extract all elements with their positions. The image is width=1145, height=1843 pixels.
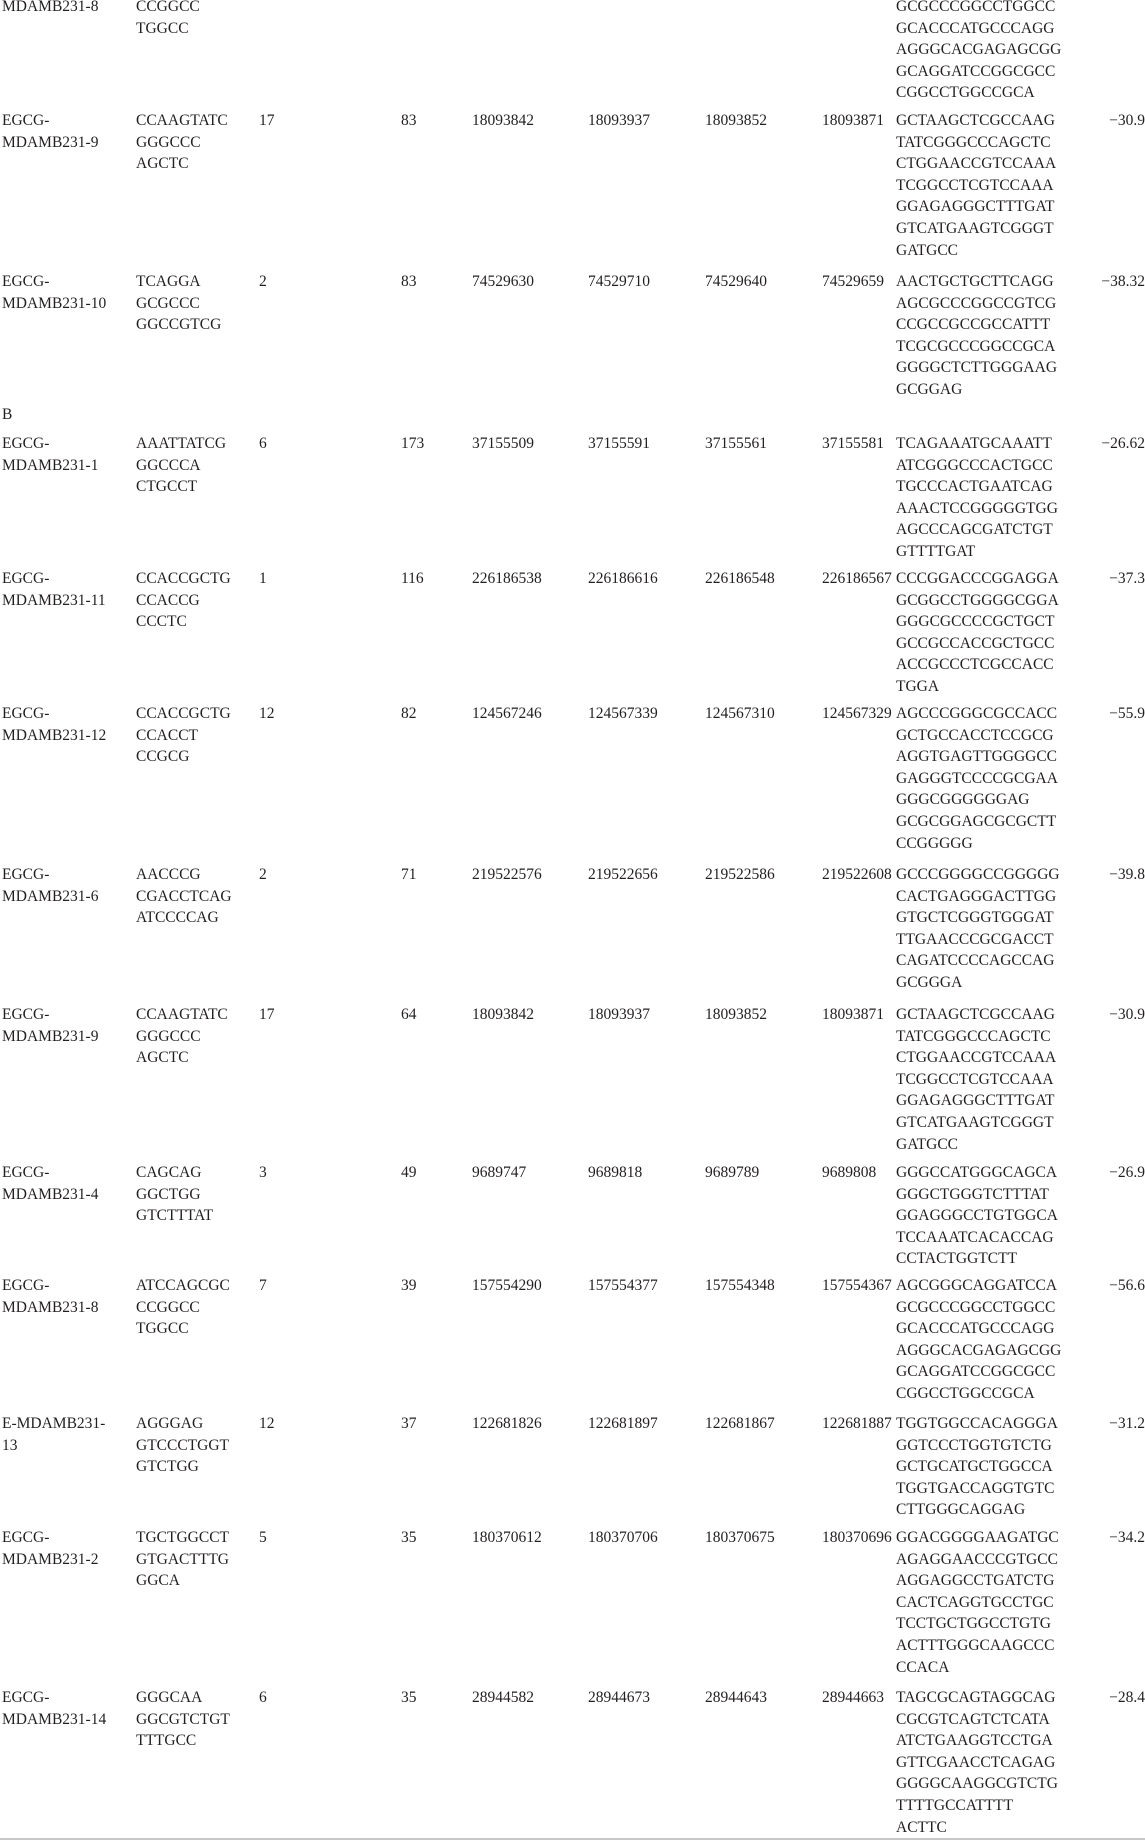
row-start2: 122681867	[705, 1415, 775, 1432]
row-sequence: CCACCGCTG CCACCT CCGCG	[136, 705, 231, 766]
row-length: 82	[401, 705, 417, 722]
row-start2: 18093852	[705, 112, 767, 129]
row-end1: 18093937	[588, 1006, 650, 1023]
row-delta-g: −30.9	[1109, 1006, 1145, 1023]
row-start2: 180370675	[705, 1529, 775, 1546]
row-sequence: AGGGAG GTCCCTGGT GTCTGG	[136, 1415, 229, 1476]
row-end2: 219522608	[822, 866, 892, 883]
row-start1: 18093842	[472, 112, 534, 129]
row-name: EGCG- MDAMB231-4	[2, 1164, 99, 1203]
row-start1: 37155509	[472, 435, 534, 452]
row-length: 83	[401, 273, 417, 290]
row-chromosome: 17	[259, 1006, 275, 1023]
row-length: 39	[401, 1277, 417, 1294]
row-start1: 74529630	[472, 273, 534, 290]
row-dna-sequence: GCTAAGCTCGCCAAG TATCGGGCCCAGCTC CTGGAACCGTCCAAA TCGGCCTCGTCCAAA GGAGAGGGCTTTGAT GTCATGAAGTCGGGT GATGCC	[896, 112, 1057, 259]
row-end1: 37155591	[588, 435, 650, 452]
row-start2: 219522586	[705, 866, 775, 883]
row-sequence: CCACCGCTG CCACCG CCCTC	[136, 570, 231, 631]
subsection-label: B	[2, 406, 13, 423]
row-length: 83	[401, 112, 417, 129]
row-delta-g: −31.2	[1109, 1415, 1145, 1432]
row-sequence: AAATTATCG GGCCCA CTGCCT	[136, 435, 227, 496]
row-dna-sequence: GCGCCCGGCCTGGCC GCACCCATGCCCAGG AGGGCACGAGAGCGG GCAGGATCCGGCGCC CGGCCTGGCCGCA	[896, 0, 1062, 102]
row-start1: 219522576	[472, 866, 542, 883]
row-dna-sequence: TGGTGGCCACAGGGA GGTCCCTGGTGTCTG GCTGCATGCTGGCCA TGGTGACCAGGTGTC CTTGGGCAGGAG	[896, 1415, 1058, 1519]
row-dna-sequence: AGCCCGGGCGCCACC GCTGCCACCTCCGCG AGGTGAGTTGGGGCC GAGGGTCCCCGCGAA GGGCGGGGGGAG GCGCGGAGCGCGCTT CCGGGGG	[896, 705, 1058, 852]
row-start1: 9689747	[472, 1164, 527, 1181]
row-sequence: TCAGGA GCGCCC GGCCGTCG	[136, 273, 222, 334]
row-start1: 124567246	[472, 705, 542, 722]
row-delta-g: −28.4	[1109, 1689, 1145, 1706]
row-length: 64	[401, 1006, 417, 1023]
row-sequence: GGGCAA GGCGTCTGT TTTGCC	[136, 1689, 230, 1750]
row-start1: 180370612	[472, 1529, 542, 1546]
row-length: 173	[401, 435, 425, 452]
row-sequence: CCGGCC TGGCC	[136, 0, 200, 37]
row-name: EGCG- MDAMB231-11	[2, 570, 106, 609]
row-end1: 18093937	[588, 112, 650, 129]
row-name: EGCG- MDAMB231-9	[2, 112, 99, 151]
row-start1: 226186538	[472, 570, 542, 587]
row-chromosome: 1	[259, 570, 267, 587]
row-start1: 18093842	[472, 1006, 534, 1023]
row-end2: 37155581	[822, 435, 884, 452]
row-length: 37	[401, 1415, 417, 1432]
row-dna-sequence: GGACGGGGAAGATGC AGAGGAACCCGTGCC AGGAGGCCTGATCTG CACTCAGGTGCCTGC TCCTGCTGGCCTGTG ACTTTGGGCAAGCCC CCACA	[896, 1529, 1059, 1676]
row-sequence: CAGCAG GGCTGG GTCTTTAT	[136, 1164, 214, 1225]
row-sequence: AACCCG CGACCTCAG ATCCCCAG	[136, 866, 232, 927]
row-end2: 18093871	[822, 112, 884, 129]
row-dna-sequence: GGGCCATGGGCAGCA GGGCTGGGTCTTTAT GGAGGGCCTGTGGCA TCCAAATCACACCAG CCTACTGGTCTT	[896, 1164, 1058, 1268]
row-name: EGCG- MDAMB231-2	[2, 1529, 99, 1568]
row-end2: 124567329	[822, 705, 892, 722]
row-end1: 74529710	[588, 273, 650, 290]
row-chromosome: 6	[259, 435, 267, 452]
row-chromosome: 12	[259, 1415, 275, 1432]
row-start2: 74529640	[705, 273, 767, 290]
row-name: EGCG- MDAMB231-8	[2, 1277, 99, 1316]
row-chromosome: 12	[259, 705, 275, 722]
row-length: 49	[401, 1164, 417, 1181]
row-chromosome: 5	[259, 1529, 267, 1546]
row-length: 116	[401, 570, 424, 587]
row-sequence: TGCTGGCCT GTGACTTTG GGCA	[136, 1529, 229, 1590]
row-end1: 226186616	[588, 570, 658, 587]
row-start2: 37155561	[705, 435, 767, 452]
row-end2: 28944663	[822, 1689, 884, 1706]
row-end1: 28944673	[588, 1689, 650, 1706]
row-end1: 9689818	[588, 1164, 643, 1181]
row-delta-g: −34.2	[1109, 1529, 1145, 1546]
row-name: E-MDAMB231- 13	[2, 1415, 106, 1454]
row-delta-g: −38.32	[1101, 273, 1145, 290]
row-sequence: CCAAGTATC GGGCCC AGCTC	[136, 1006, 228, 1067]
row-name: EGCG- MDAMB231-1	[2, 435, 99, 474]
row-delta-g: −37.3	[1109, 570, 1145, 587]
row-delta-g: −30.9	[1109, 112, 1145, 129]
row-length: 35	[401, 1689, 417, 1706]
row-end2: 74529659	[822, 273, 884, 290]
row-length: 35	[401, 1529, 417, 1546]
row-chromosome: 2	[259, 273, 267, 290]
row-end2: 9689808	[822, 1164, 877, 1181]
row-end1: 180370706	[588, 1529, 658, 1546]
row-delta-g: −26.62	[1101, 435, 1145, 452]
row-end2: 180370696	[822, 1529, 892, 1546]
row-length: 71	[401, 866, 417, 883]
row-start1: 157554290	[472, 1277, 542, 1294]
row-name: EGCG- MDAMB231-10	[2, 273, 107, 312]
row-dna-sequence: TAGCGCAGTAGGCAG CGCGTCAGTCTCATA ATCTGAAGGTCCTGA GTTCGAACCTCAGAG GGGGCAAGGCGTCTG TTTTGCCATTTT ACTTC	[896, 1689, 1058, 1836]
row-start2: 124567310	[705, 705, 775, 722]
row-end2: 18093871	[822, 1006, 884, 1023]
table-bottom-rule	[0, 1838, 1145, 1840]
row-start2: 226186548	[705, 570, 775, 587]
row-start2: 18093852	[705, 1006, 767, 1023]
row-end2: 226186567	[822, 570, 892, 587]
row-end1: 219522656	[588, 866, 658, 883]
row-delta-g: −55.9	[1109, 705, 1145, 722]
row-name: EGCG- MDAMB231-14	[2, 1689, 107, 1728]
row-name: EGCG- MDAMB231-6	[2, 866, 99, 905]
row-chromosome: 3	[259, 1164, 267, 1181]
row-end1: 122681897	[588, 1415, 658, 1432]
row-delta-g: −39.8	[1109, 866, 1145, 883]
row-chromosome: 17	[259, 112, 275, 129]
row-sequence: CCAAGTATC GGGCCC AGCTC	[136, 112, 228, 173]
row-name: EGCG- MDAMB231-9	[2, 1006, 99, 1045]
row-start2: 9689789	[705, 1164, 760, 1181]
row-end1: 157554377	[588, 1277, 658, 1294]
row-name: EGCG- MDAMB231-12	[2, 705, 107, 744]
row-dna-sequence: GCTAAGCTCGCCAAG TATCGGGCCCAGCTC CTGGAACCGTCCAAA TCGGCCTCGTCCAAA GGAGAGGGCTTTGAT GTCATGAAGTCGGGT GATGCC	[896, 1006, 1057, 1153]
row-dna-sequence: AACTGCTGCTTCAGG AGCGCCCGGCCGTCG CCGCCGCCGCCATTT TCGCGCCCGGCCGCA GGGGCTCTTGGGAAG GCGGAG	[896, 273, 1058, 398]
row-start1: 28944582	[472, 1689, 534, 1706]
row-chromosome: 7	[259, 1277, 267, 1294]
row-end2: 122681887	[822, 1415, 892, 1432]
row-dna-sequence: CCCGGACCCGGAGGA GCGGCCTGGGGCGGA GGGCGCCCCGCTGCT GCCGCCACCGCTGCC ACCGCCCTCGCCACC TGGA	[896, 570, 1059, 695]
row-end1: 124567339	[588, 705, 658, 722]
row-start2: 28944643	[705, 1689, 767, 1706]
row-chromosome: 6	[259, 1689, 267, 1706]
row-dna-sequence: TCAGAAATGCAAATT ATCGGGCCCACTGCC TGCCCACTGAATCAG AAACTCCGGGGGTGG AGCCCAGCGATCTGT GTTTTGAT	[896, 435, 1058, 560]
row-delta-g: −56.6	[1109, 1277, 1145, 1294]
row-delta-g: −26.9	[1109, 1164, 1145, 1181]
row-start2: 157554348	[705, 1277, 775, 1294]
row-end2: 157554367	[822, 1277, 892, 1294]
row-start1: 122681826	[472, 1415, 542, 1432]
row-sequence: ATCCAGCGC CCGGCC TGGCC	[136, 1277, 230, 1338]
row-dna-sequence: GCCCGGGGCCGGGGG CACTGAGGGACTTGG GTGCTCGGGTGGGAT TTGAACCCGCGACCT CAGATCCCCAGCCAG GCGGGA	[896, 866, 1060, 991]
row-dna-sequence: AGCGGGCAGGATCCA GCGCCCGGCCTGGCC GCACCCATGCCCAGG AGGGCACGAGAGCGG GCAGGATCCGGCGCC CGGCCTGGCCGCA	[896, 1277, 1062, 1402]
row-chromosome: 2	[259, 866, 267, 883]
row-name: MDAMB231-8	[2, 0, 99, 15]
